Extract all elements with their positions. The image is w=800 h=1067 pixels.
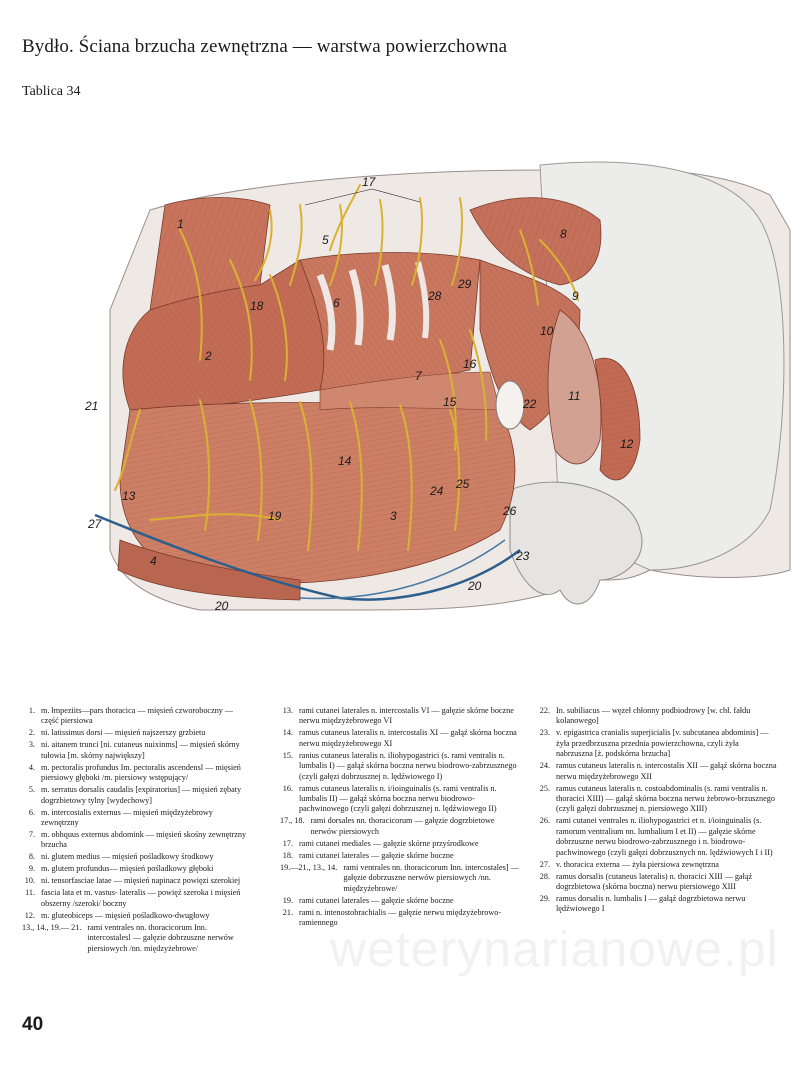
- label-19: 19: [268, 509, 282, 523]
- legend-entry-text: fascia lata et m. vastus- lateralis — powięź szeroka i mięsień obszerny /szeroki/ boczny: [41, 888, 241, 908]
- legend-entry-number: 17.: [282, 838, 293, 848]
- legend-entry: [22, 852, 250, 862]
- legend-entry: [280, 863, 522, 894]
- label-3: 3: [390, 509, 397, 523]
- page-number: 40: [22, 1014, 44, 1035]
- label-2: 2: [205, 349, 212, 363]
- legend-entry-number: 1.: [28, 706, 35, 715]
- legend-entry: [22, 864, 250, 874]
- label-25: 25: [456, 477, 470, 491]
- label-20-bottom: 20: [215, 599, 229, 613]
- legend-entry: [22, 728, 250, 738]
- legend-entry: [280, 784, 522, 815]
- legend-entry-text: rami ventrales nn. thoracicorum Inn. intercostales] — gałęzie dobrzuszne nerwów piersiowych /nn. międzyżebrowe/: [343, 862, 519, 893]
- legend-entry: [280, 839, 522, 849]
- legend-entry-number: 9.: [28, 864, 35, 874]
- legend-entry: [280, 751, 522, 782]
- legend-entry-number: 7.: [28, 830, 35, 840]
- legend-entry-number: 4.: [28, 762, 35, 772]
- legend-entry: [537, 728, 777, 759]
- watermark: weterynarianowe.pl: [330, 921, 779, 977]
- illustration-svg: [0, 110, 800, 680]
- legend-entry-text: ni. tensorfasciae latae — mięsień napinacz powięzi szerokiej: [41, 876, 241, 886]
- legend-entry-text: ramus cutaneus lateralis n. costoabdominalis (s. rami ventralis n. thoracici XIII) — gałąź skórna boczna nerwu żebrowo-brzusznego (czyli gałęzi dobrzusznej n. piersiowego XIII): [556, 783, 775, 814]
- legend-entry-number: 10.: [24, 876, 35, 886]
- legend-entry-text: ni. latissimus dorsi — mięsień najszerszy grzbietu: [41, 728, 206, 738]
- legend-entry: [22, 923, 250, 954]
- legend-entry: [22, 830, 250, 851]
- legend-column-1: [22, 706, 250, 956]
- label-27: 27: [88, 517, 102, 531]
- legend-entry: [280, 851, 522, 861]
- legend-entry-number: 21.: [282, 907, 293, 917]
- label-12: 12: [620, 437, 634, 451]
- legend-entry-number: 16.: [282, 783, 293, 793]
- legend-entry-text: rami cutanei laterales — gałęzie skórne boczne: [299, 850, 454, 860]
- legend-entry: [22, 808, 250, 829]
- legend-entry-number: 15.: [282, 750, 293, 760]
- legend-entry-text: rami ventrales nn. thoracicorum Inn. intercostalesl — gałęzie dobrzuszne nerwów piersiowych /nn. międzyżebrowe/: [87, 922, 234, 953]
- label-6: 6: [333, 296, 340, 310]
- legend-entry-number: 19.—21., 13., 14.: [280, 862, 338, 872]
- label-17: 17: [362, 175, 376, 189]
- legend-entry-number: 14.: [282, 728, 293, 738]
- legend-entry-text: m. serratus dorsalis caudalis [expiratorius] — mięsień zębaty dogrzbietowy tylny [wydechowy]: [41, 785, 242, 805]
- legend-column-2: [280, 706, 522, 930]
- label-22: 22: [523, 397, 537, 411]
- legend-entry-text: ramus dorsalis n. lumbalis I — gałąź dogrzbietowa nerwu lędźwiowego I: [556, 894, 746, 914]
- legend-entry-number: 11.: [25, 888, 35, 898]
- legend-entry: [280, 896, 522, 906]
- legend-entry: [22, 876, 250, 886]
- legend-entry-text: rami cutanei ventrales n. iliohypogastrici et n. i/ioinguinalis (s. ramorum ventralium nn. lumbalium I et II) — gałęzie skórne dobrzuszne nerwu biodrowo-zabrzusznego i n. biodrowo-pachwinowego (czyli gałęzi dobrzusznych nn. lędźwiowych I i II): [556, 816, 773, 857]
- legend-entry-text: rami cutanei laterales — gałęzie skórne boczne: [299, 895, 454, 905]
- legend-entry-number: 8.: [28, 852, 35, 862]
- legend-entry: [22, 740, 250, 761]
- label-4: 4: [150, 554, 157, 568]
- legend-entry-text: ramus cutaneus lateralis n. intercostalis XII — gałąź skórna boczna nerwu międzyżebrowego XII: [556, 761, 777, 781]
- legend-entry-text: rami n. intenostobrachialis — gałęzie nerwu międzyżebrowo-ramiennego: [299, 907, 502, 928]
- label-9: 9: [572, 289, 579, 303]
- label-23: 23: [516, 549, 530, 563]
- label-8: 8: [560, 227, 567, 241]
- legend-entry: [280, 816, 522, 837]
- label-7: 7: [415, 369, 422, 383]
- label-11: 11: [568, 389, 581, 403]
- legend-entry-number: 12.: [24, 910, 35, 920]
- legend-column-3: [537, 706, 777, 916]
- legend-entry-number: 18.: [282, 850, 293, 860]
- legend-entry-text: m. gluteobiceps — mięsień pośladkowo-dwugłowy: [41, 910, 210, 920]
- legend-entry: [280, 706, 522, 727]
- legend-entry-text: ramus cutaneus lateralis n. i/ioinguinalis (s. rami ventralis n. lumbalis II) — gałąź skórna boczna nerwu biodrowo-pachwinowego (czyli gałęzi dobrzusznej n. lędźwiowego II): [299, 783, 497, 814]
- legend-entry-number: 25.: [539, 783, 550, 793]
- label-15: 15: [443, 395, 457, 409]
- legend-entry-text: m. pectoralis profundus Im. pectoralis ascendensl — mięsień piersiowy głęboki /m. piersiowy wstępujący/: [41, 762, 241, 783]
- legend-entry-text: m. łmpeziits—pars thoracica — mięsień czworoboczny —część piersiowa: [41, 706, 234, 726]
- label-13: 13: [122, 489, 136, 503]
- legend-entry-text: rami cutanei mediales — gałęzie skórne przyśrodkowe: [299, 838, 479, 848]
- legend-entry-number: 23.: [539, 728, 550, 738]
- legend-entry: [537, 816, 777, 858]
- label-1: 1: [177, 217, 184, 231]
- label-5: 5: [322, 233, 329, 247]
- legend-entry-text: v. epigastrica cranialis superjicialis [v. subcutanea abdominis] — żyła przedbrzuszna przednia powierzchowna, czyli żyła nabrzuszna [ż. podskórna brzucha]: [556, 728, 769, 759]
- lymph-node-subiliacus: [496, 381, 524, 429]
- legend-entry-text: ramus cutaneus lateralis n. intercostalis XI — gałąź skórna boczna nerwu międzyżebrowego XI: [299, 728, 517, 748]
- legend-entry-text: ranius cutaneus lateralis n. iliohypogastrici (s. rami ventralis n. lumbalis I) — gałąź skórna boczna nerwu biodrowo-zabrzusznego (czyli gałęzi dobrzusznej n. lędźwiowego I): [299, 750, 517, 781]
- legend-entry-text: rami dorsales nn. thoracicorum — gałęzie dogrzbietowe nerwów piersiowych: [310, 816, 495, 836]
- legend-entry: [280, 728, 522, 749]
- anatomical-illustration: [0, 110, 800, 680]
- legend-entry-text: ni. aitanem trunci [ni. cutaneus nuixinms] — mięsień skórny tułowia [m. skórny największy]: [41, 740, 240, 760]
- legend-entry: [537, 761, 777, 782]
- legend-entry-number: 28.: [539, 871, 550, 881]
- legend-entry-number: 13.: [282, 706, 293, 715]
- legend-entry-number: 5.: [28, 785, 35, 795]
- label-24: 24: [430, 484, 444, 498]
- plate-label: Tablica 34: [22, 84, 81, 99]
- legend-entry-text: m. intercostalis externus — mięsień międzyżebrowy zewnętrzny: [41, 807, 213, 828]
- legend-entry: [22, 785, 250, 806]
- label-29: 29: [458, 277, 472, 291]
- label-16: 16: [463, 357, 477, 371]
- legend-entry-number: 3.: [28, 740, 35, 750]
- legend-entry: [537, 894, 777, 915]
- label-10: 10: [540, 324, 554, 338]
- legend-entry-text: v. thoracica externa — żyła piersiowa zewnętrzna: [556, 859, 719, 869]
- legend-entry-number: 29.: [539, 894, 550, 904]
- legend-entry: [22, 911, 250, 921]
- legend-entry: [537, 706, 777, 727]
- label-28: 28: [428, 289, 442, 303]
- legend-entry-text: ni. glutem medius — mięsień pośladkowy środkowy: [41, 852, 214, 862]
- legend-entry: [22, 706, 250, 727]
- legend-entry-text: m. glutem profundus— mięsień pośladkowy głęboki: [41, 864, 214, 874]
- page-title: Bydło. Ściana brzucha zewnętrzna — warstwa powierzchowna: [22, 36, 508, 57]
- legend-entry-text: rami cutanei laterales n. intercostalis VI — gałęzie skórne boczne nerwu międzyżebrowego VI: [299, 706, 514, 726]
- legend-entry: [22, 763, 250, 784]
- legend-entry-number: 27.: [539, 859, 550, 869]
- legend-entry-text: ramus dorsalis (cutaneus lateralis) n. thoracici XIII — gałąź dogrzbietowa (skórna boczna) nerwu piersiowego XIII: [556, 871, 753, 892]
- legend-entry: [537, 872, 777, 893]
- legend-entry-text: In. subiliacus — węzeł chłonny podbiodrowy [w. chł. fałdu kolanowego]: [556, 706, 751, 726]
- legend-entry-number: 17., 18.: [280, 816, 305, 826]
- legend-entry: [537, 860, 777, 870]
- legend-entry-number: 22.: [539, 706, 550, 715]
- label-14: 14: [338, 454, 352, 468]
- legend-entry-number: 6.: [28, 807, 35, 817]
- label-20-right: 20: [468, 579, 482, 593]
- legend-entry-number: 24.: [539, 761, 550, 771]
- label-21: 21: [85, 399, 99, 413]
- legend-entry-number: 13., 14., 19.— 21.: [22, 922, 82, 932]
- label-18: 18: [250, 299, 264, 313]
- legend-entry: [537, 784, 777, 815]
- legend-entry-number: 19.: [282, 895, 293, 905]
- legend-entry-number: 26.: [539, 816, 550, 826]
- legend-entry-number: 2.: [28, 728, 35, 738]
- legend-entry: [22, 888, 250, 909]
- label-26: 26: [503, 504, 517, 518]
- legend-entry-text: m. obhquus externus abdomink — mięsień skośny zewnętrzny brzucha: [41, 830, 247, 850]
